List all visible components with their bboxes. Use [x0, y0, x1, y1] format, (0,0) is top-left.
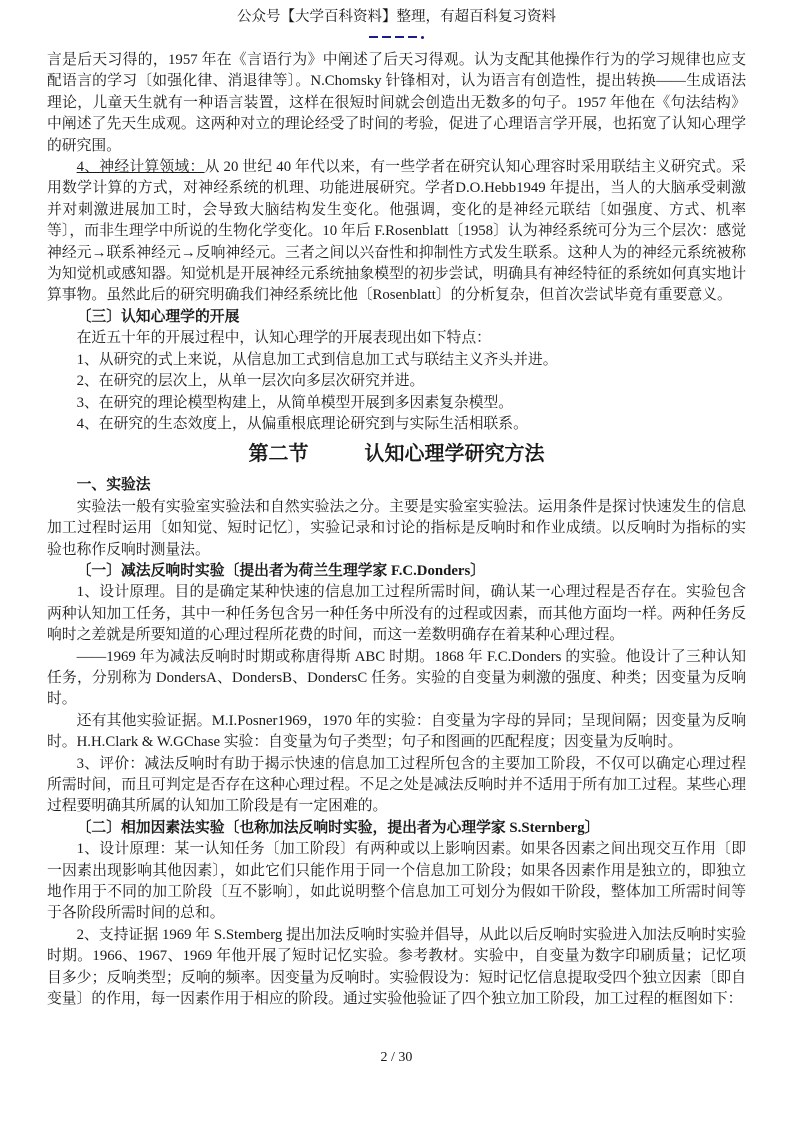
section-heading	[47, 440, 746, 468]
paragraph: 3、在研究的理论模型构建上，从简单模型开展到多因素复杂模型。	[76, 394, 514, 411]
paragraph: 实验法一般有实验室实验法和自然实验法之分。主要是实验室实验法。运用条件是探讨快速发生的信息加工过程时运用〔如知觉、短时记忆〕，实验记录和讨论的指标是反响时和作业成绩。以反响时为指标的实验也称作反响时测量法。	[47, 498, 746, 558]
paragraph: 1、设计原理：某一认知任务〔加工阶段〕有两种或以上影响因素。如果各因素之间出现交互作用〔即一因素出现影响其他因素〕，如此它们只能作用于同一个信息加工阶段；如果各因素作用是独立的，即独立地作用于不同的加工阶段〔互不影响〕，如此说明整个信息加工可划分为假如干阶段，整体加工所需时间等于各阶段所需时间的总和。	[47, 841, 746, 922]
subheading: 〔二〕相加因素法实验〔也称加法反响时实验，提出者为心理学家 S.Sternberg〕	[76, 819, 600, 836]
paragraph: 4、在研究的生态效度上，从偏重根底理论研究到与实际生活相联系。	[76, 415, 528, 432]
dash-segment	[369, 36, 378, 38]
document-body	[0, 43, 793, 1010]
paragraph: 2、在研究的层次上，从单一层次向多层次研究并进。	[76, 373, 425, 390]
dash-segment	[408, 36, 417, 38]
dash-segment	[382, 36, 391, 38]
paragraph: 1、设计原理。目的是确定某种快速的信息加工过程所需时间，确认某一心理过程是否存在。实验包含两种认知加工任务，其中一种任务包含另一种任务中所没有的过程或因素，而其他方面均一样。两种任务反响时之差就是所要知道的心理过程所花费的时间，而这一差数明确存在着某种心理过程。	[47, 584, 746, 644]
page-number-indicator: 2 / 30	[380, 1050, 413, 1065]
subheading: 〔一〕减法反响时实验〔提出者为荷兰生理学家 F.C.Donders〕	[76, 562, 486, 579]
section-number: 第二节	[248, 443, 309, 466]
paragraph: 2、支持证据 1969 年 S.Stemberg 提出加法反响时实验并倡导，从此以后反响时实验进入加法反响时实验时期。1966、1967、1969 年他开展了短时记忆实验。参考教材。实验中，自变量为数字印刷质量；记忆项目多少；反响类型；反响的频率。因变量为反响时。实验假设为：短时记忆信息提取受四个独立因素〔即自变量〕的作用，每一因素作用于相应的阶段。通过实验他验证了四个独立加工阶段，加工过程的框图如下：	[47, 926, 746, 1008]
underlined-lead: 4、神经计算领域：	[76, 159, 205, 176]
paragraph: ——1969 年为减法反响时时期或称唐得斯 ABC 时期。1868 年 F.C.Donders 的实验。他设计了三种认知任务，分别称为 DondersA、DondersB、DondersC 任务。实验的自变量为刺激的强度、种类；因变量为反响时。	[47, 648, 746, 708]
page-header-title: 公众号【大学百科资料】整理，有超百科复习资料	[237, 9, 556, 25]
dash-dot	[421, 36, 424, 39]
subheading: 〔三〕认知心理学的开展	[76, 308, 240, 325]
paragraph: 在近五十年的开展过程中，认知心理学的开展表现出如下特点：	[76, 330, 491, 347]
paragraph: 4、神经计算领域：从 20 世纪 40 年代以来，有一些学者在研究认知心理容时采用联结主义研究式。采用数学计算的方式，对神经系统的机理、功能进展研究。学者D.O.Hebb1949 年提出，当人的大脑承受刺激并对刺激进展加工时，会导致大脑结构发生变化。他强调，变化的是神经元联结〔如强度、方式、机率等〕，而非生理学中所说的生物化学变化。10 年后 F.Rosenblatt〔1958〕认为神经系统可分为三个层次：感觉神经元→联系神经元→反响神经元。三者之间以兴奋性和抑制性方式发生联系。这种人为的神经元系统被称为知觉机或感知器。知觉机是开展神经元系统抽象模型的初步尝试，明确具有神经特征的系统如何真实地计算事物。虽然此后的研究明确我们神经系统比他〔Rosenblatt〕的分析复杂，但首次尝试毕竟有重要意义。	[47, 159, 746, 304]
dash-segment	[395, 36, 404, 38]
paragraph: 言是后天习得的，1957 年在《言语行为》中阐述了后天习得观。认为支配其他操作行为的学习规律也应支配语言的学习〔如强化律、消退律等〕。N.Chomsky 针锋相对，认为语言有创造性，提出转换——生成语法理论，儿童天生就有一种语言装置，这样在很短时间就会创造出无数多的句子。1957 年他在《句法结构》中阐述了先天生成观。这两种对立的理论经受了时间的考验，促进了心理语言学开展，也拓宽了认知心理学的研究围。	[47, 52, 746, 154]
section-title: 认知心理学研究方法	[364, 443, 545, 466]
dashed-separator	[0, 31, 793, 43]
subheading: 一、实验法	[76, 477, 151, 494]
paragraph: 1、从研究的式上来说，从信息加工式到信息加工式与联结主义齐头并进。	[76, 351, 558, 368]
paragraph: 3、评价：减法反响时有助于揭示快速的信息加工过程所包含的主要加工阶段，不仅可以确定心理过程所需时间，而且可判定是否存在这种心理过程。不足之处是减法反响时并不适用于所有加工过程。某些心理过程要明确其所属的认知加工阶段是有一定困难的。	[47, 755, 746, 815]
paragraph: 还有其他实验证据。M.I.Posner1969，1970 年的实验：自变量为字母的异同；呈现间隔；因变量为反响时。H.H.Clark & W.GChase 实验：自变量为句子类型；句子和图画的匹配程度；因变量为反响时。	[47, 712, 746, 751]
